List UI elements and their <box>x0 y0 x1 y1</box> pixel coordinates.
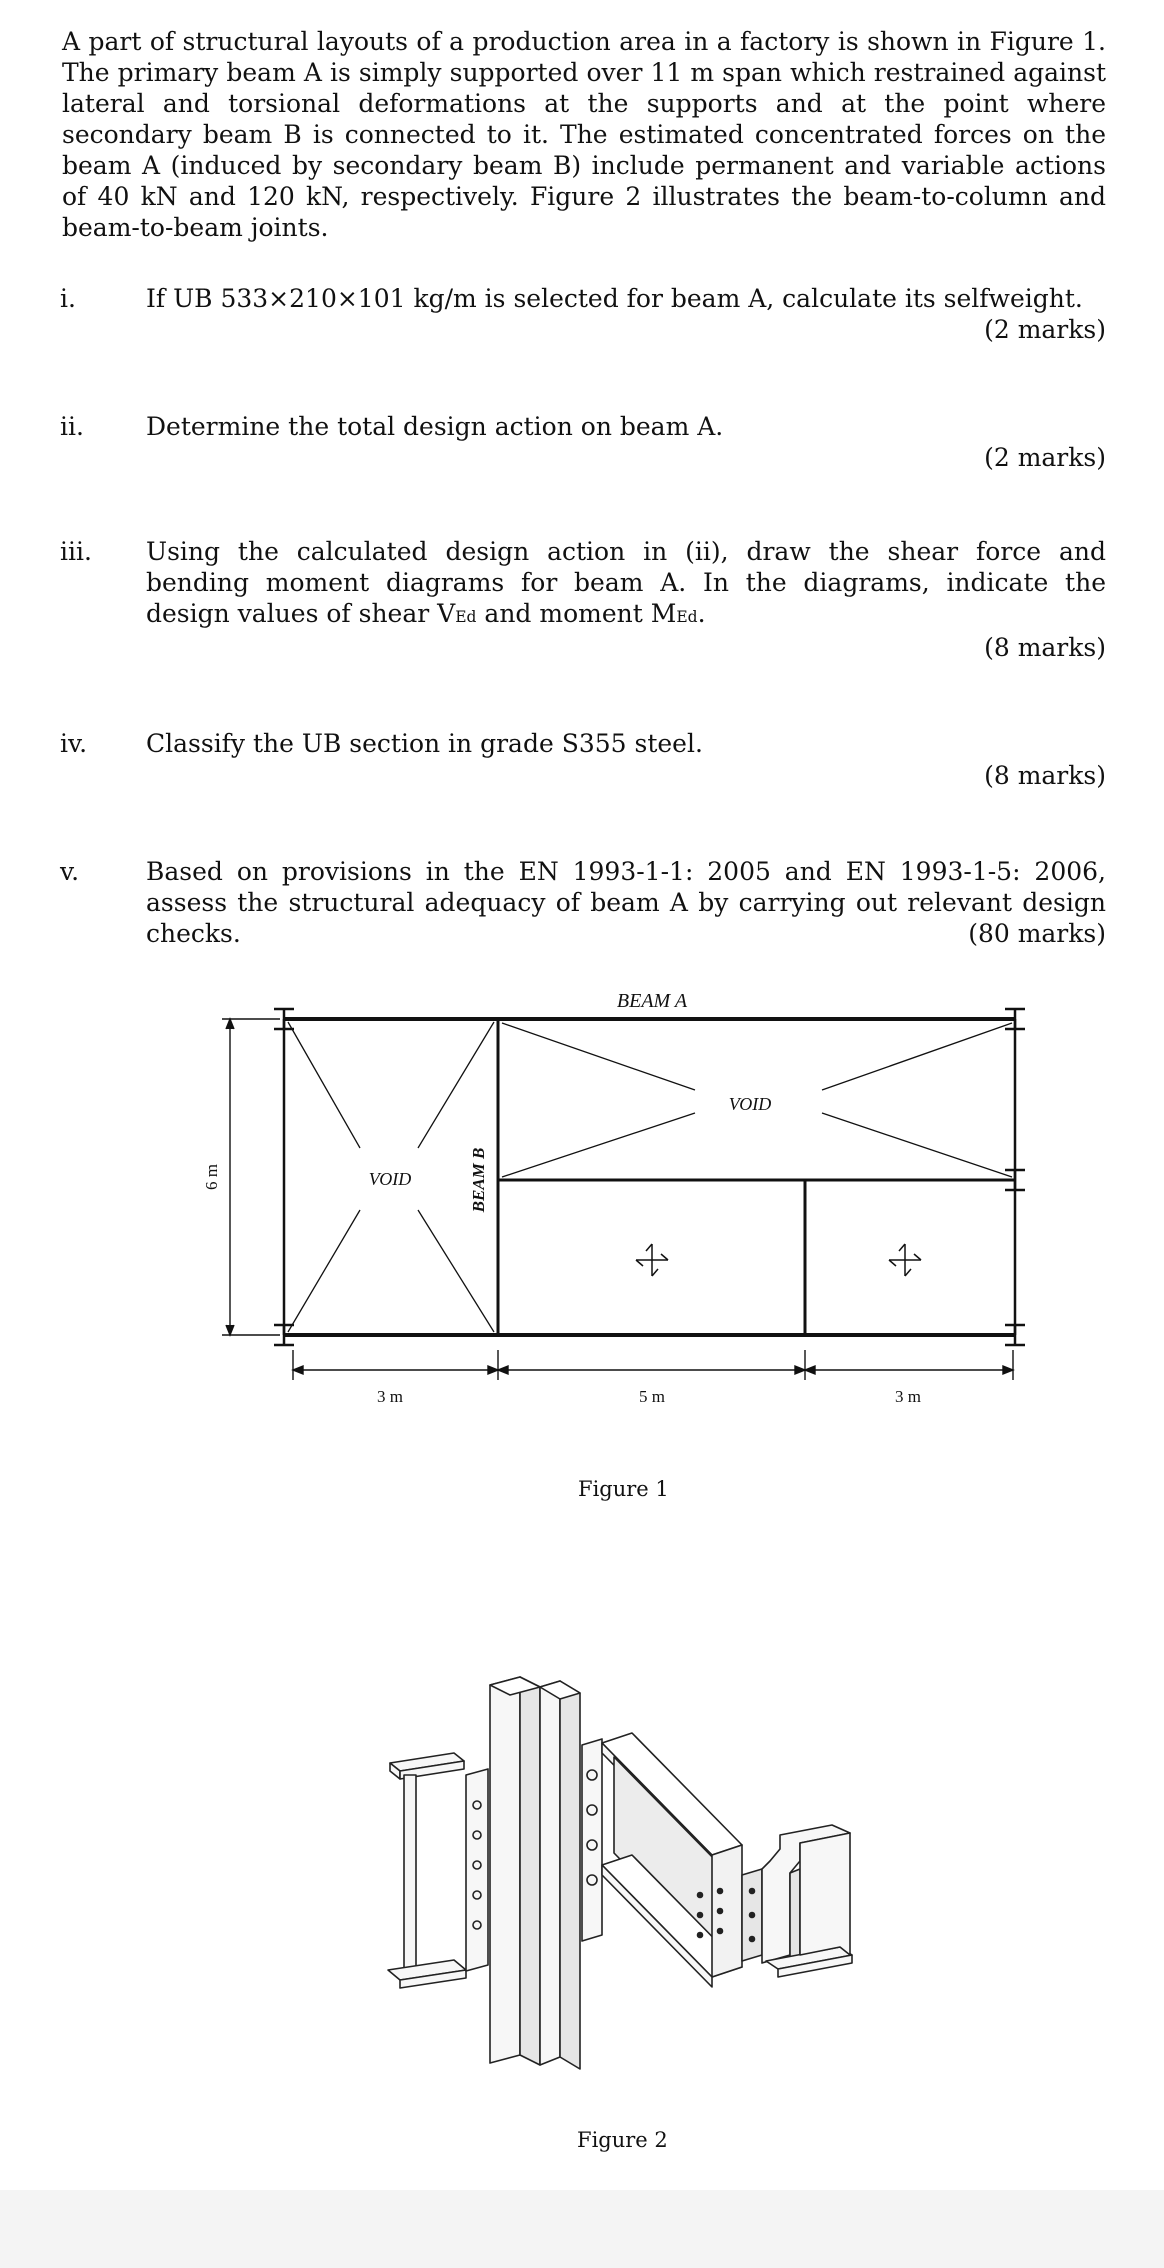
question-1-number: i. <box>60 284 76 313</box>
question-2-text: Determine the total design action on beam A. <box>146 412 724 441</box>
question-3-number: iii. <box>60 537 92 566</box>
question-4-text: Classify the UB section in grade S355 steel. <box>146 729 703 758</box>
column <box>490 1677 580 2069</box>
beam-b-label: BEAM B <box>469 1147 488 1213</box>
height-dimension-label: 6 m <box>202 1164 221 1190</box>
question-3-text-a: Using the calculated design action in (ii), draw the shear force and bending moment diagrams for beam A. In the diagrams, indicate the design values of shear V <box>146 537 1106 628</box>
question-3-text-c: . <box>697 599 706 628</box>
span-dimension <box>293 1350 1013 1380</box>
question-3-text <box>146 536 1106 633</box>
void-right-label: VOID <box>728 1094 772 1114</box>
void-left-label: VOID <box>368 1169 412 1189</box>
span-arrow-right <box>889 1244 921 1276</box>
question-2-marks: (2 marks) <box>984 443 1106 472</box>
figure-2-caption: Figure 2 <box>577 2128 668 2152</box>
secondary-beam <box>742 1825 852 1977</box>
question-2-number: ii. <box>60 412 84 441</box>
question-3-marks: (8 marks) <box>984 633 1106 662</box>
question-4-number: iv. <box>60 729 88 758</box>
span-arrow-left <box>636 1244 668 1276</box>
primary-beam <box>602 1733 742 1987</box>
height-dimension <box>222 1019 280 1335</box>
figure-2-joint-drawing <box>370 1665 870 2085</box>
question-4-marks: (8 marks) <box>984 761 1106 790</box>
ved-subscript: Ed <box>455 608 477 626</box>
end-plate <box>466 1769 488 1971</box>
fin-plate <box>582 1739 602 1941</box>
med-subscript: Ed <box>676 608 698 626</box>
question-5-text: Based on provisions in the EN 1993-1-1: 2005 and EN 1993-1-5: 2006, assess the structural adequacy of beam A by carrying out relevant design checks. <box>146 857 1106 948</box>
question-1-text: If UB 533×210×101 kg/m is selected for beam A, calculate its selfweight. <box>146 284 1083 313</box>
left-beam-section <box>388 1753 466 1988</box>
beam-a-label: BEAM A <box>616 990 688 1012</box>
question-1-marks: (2 marks) <box>984 315 1106 344</box>
question-3-text-b: and moment M <box>476 599 677 628</box>
figure-1-layout-plan <box>200 980 1050 1440</box>
figure-1-caption: Figure 1 <box>578 1477 669 1501</box>
question-5-marks: (80 marks) <box>968 919 1106 948</box>
dim-right-label: 3 m <box>895 1387 921 1406</box>
question-5-number: v. <box>60 857 80 886</box>
dim-mid-label: 5 m <box>639 1387 665 1406</box>
dim-left-label: 3 m <box>377 1387 403 1406</box>
problem-intro: A part of structural layouts of a production area in a factory is shown in Figure 1. The primary beam A is simply supported over 11 m span which restrained against lateral and torsional deformations at the supports and at the point where secondary beam B is connected to it. The estimated concentrated forces on the beam A (induced by secondary beam B) include permanent and variable actions of 40 kN and 120 kN, respectively. Figure 2 illustrates the beam-to-column and beam-to-beam joints. <box>62 27 1106 242</box>
